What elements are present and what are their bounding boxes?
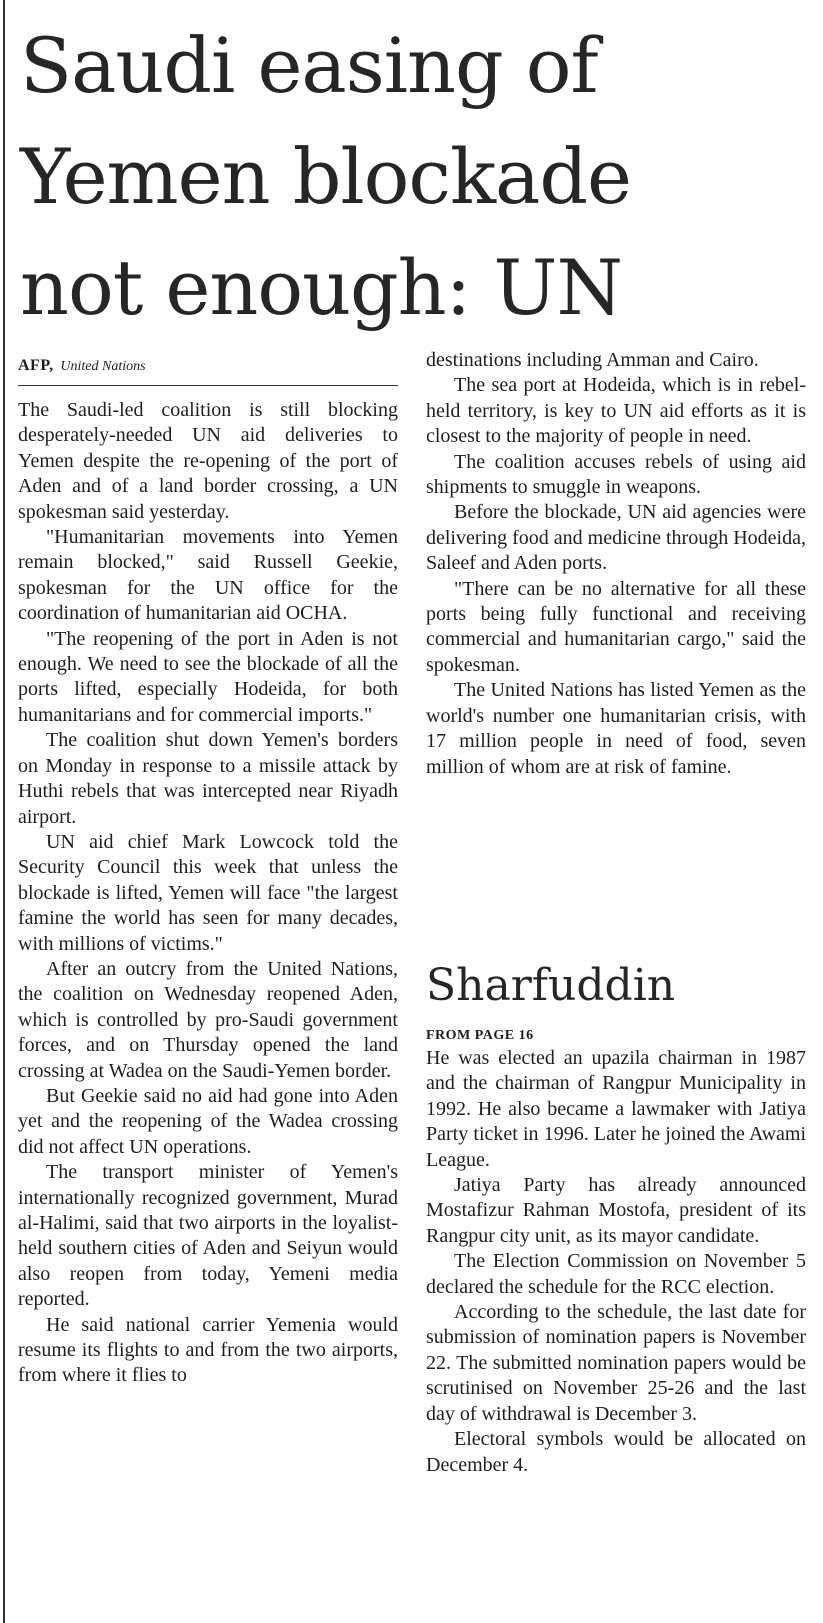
article-paragraph: UN aid chief Mark Lowcock told the Security Council this week that unless the blockade is lifted, Yemen will face "the largest famine the world has seen for many decades, with millions of victims." [18, 830, 398, 955]
article-paragraph: But Geekie said no aid had gone into Aden yet and the reopening of the Wadea crossing did not affect UN operations. [18, 1084, 398, 1158]
sidebar-story-paragraph: Jatiya Party has already announced Mostafizur Rahman Mostofa, president of its Rangpur city unit, as its mayor candidate. [426, 1174, 806, 1247]
article-paragraph: The United Nations has listed Yemen as the world's number one humanitarian crisis, with 17 million people in need of food, seven million of whom are at risk of famine. [426, 679, 806, 778]
article-column-right [426, 348, 806, 780]
article-continuation: destinations including Amman and Cairo. [426, 349, 759, 371]
article-column-left [18, 398, 398, 1389]
article-paragraph: "Humanitarian movements into Yemen remain blocked," said Russell Geekie, spokesman for the UN office for the coordination of humanitarian aid OCHA. [18, 526, 398, 625]
sidebar-story-title: Sharfuddin [426, 960, 676, 1011]
article-paragraph: "The reopening of the port in Aden is not enough. We need to see the blockade of all the ports lifted, especially Hodeida, for both humanitarians and for commercial imports." [18, 627, 398, 726]
sidebar-story-paragraph: The Election Commission on November 5 declared the schedule for the RCC election. [426, 1250, 806, 1298]
sidebar-story-paragraph: Electoral symbols would be allocated on December 4. [426, 1428, 806, 1476]
byline [18, 356, 398, 386]
headline-line: Yemen blockade [20, 132, 631, 221]
sidebar-story-column [426, 1046, 806, 1478]
article-paragraph: The coalition accuses rebels of using aid shipments to smuggle in weapons. [426, 450, 806, 499]
jump-line: FROM PAGE 16 [426, 1028, 534, 1043]
column-rule [3, 0, 5, 1623]
article-paragraph: "There can be no alternative for all these ports being fully functional and receiving commercial and humanitarian cargo," said the spokesman. [426, 577, 806, 676]
headline-line: Saudi easing of [20, 21, 598, 110]
article-paragraph: The sea port at Hodeida, which is in rebel-held territory, is key to UN aid efforts as it is closest to the majority of people in need. [426, 374, 806, 448]
sidebar-story-paragraph: According to the schedule, the last date for submission of nomination papers is November 22. The submitted nomination papers would be scrutinised on November 25-26 and the last day of withdrawal is December 3. [426, 1301, 806, 1425]
byline-place: United Nations [60, 359, 146, 374]
article-paragraph: After an outcry from the United Nations, the coalition on Wednesday reopened Aden, which is controlled by pro-Saudi government forces, and on Thursday opened the land crossing at Wadea on the Saudi-Yemen border. [18, 957, 398, 1082]
article-paragraph: The transport minister of Yemen's internationally recognized government, Murad al-Halimi, said that two airports in the loyalist-held southern cities of Aden and Seiyun would also reopen from today, Yemeni media reported. [18, 1161, 398, 1311]
byline-agency: AFP, [18, 357, 54, 374]
article-paragraph: The coalition shut down Yemen's borders on Monday in response to a missile attack by Huthi rebels that was intercepted near Riyadh airport. [18, 729, 398, 828]
sidebar-story-lead: He was elected an upazila chairman in 1987 and the chairman of Rangpur Municipality in 1992. He also became a lawmaker with Jatiya Party ticket in 1996. Later he joined the Awami League. [426, 1047, 806, 1171]
article-paragraph: He said national carrier Yemenia would resume its flights to and from the two airports, from where it flies to [18, 1313, 398, 1387]
article-paragraph: Before the blockade, UN aid agencies were delivering food and medicine through Hodeida, Saleef and Aden ports. [426, 501, 806, 575]
headline-line: not enough: UN [20, 243, 622, 332]
article-paragraph: The Saudi-led coalition is still blocking desperately-needed UN aid deliveries to Yemen despite the re-opening of the port of Aden and of a land border crossing, a UN spokesman said yesterday. [18, 399, 398, 523]
headline [20, 10, 810, 343]
